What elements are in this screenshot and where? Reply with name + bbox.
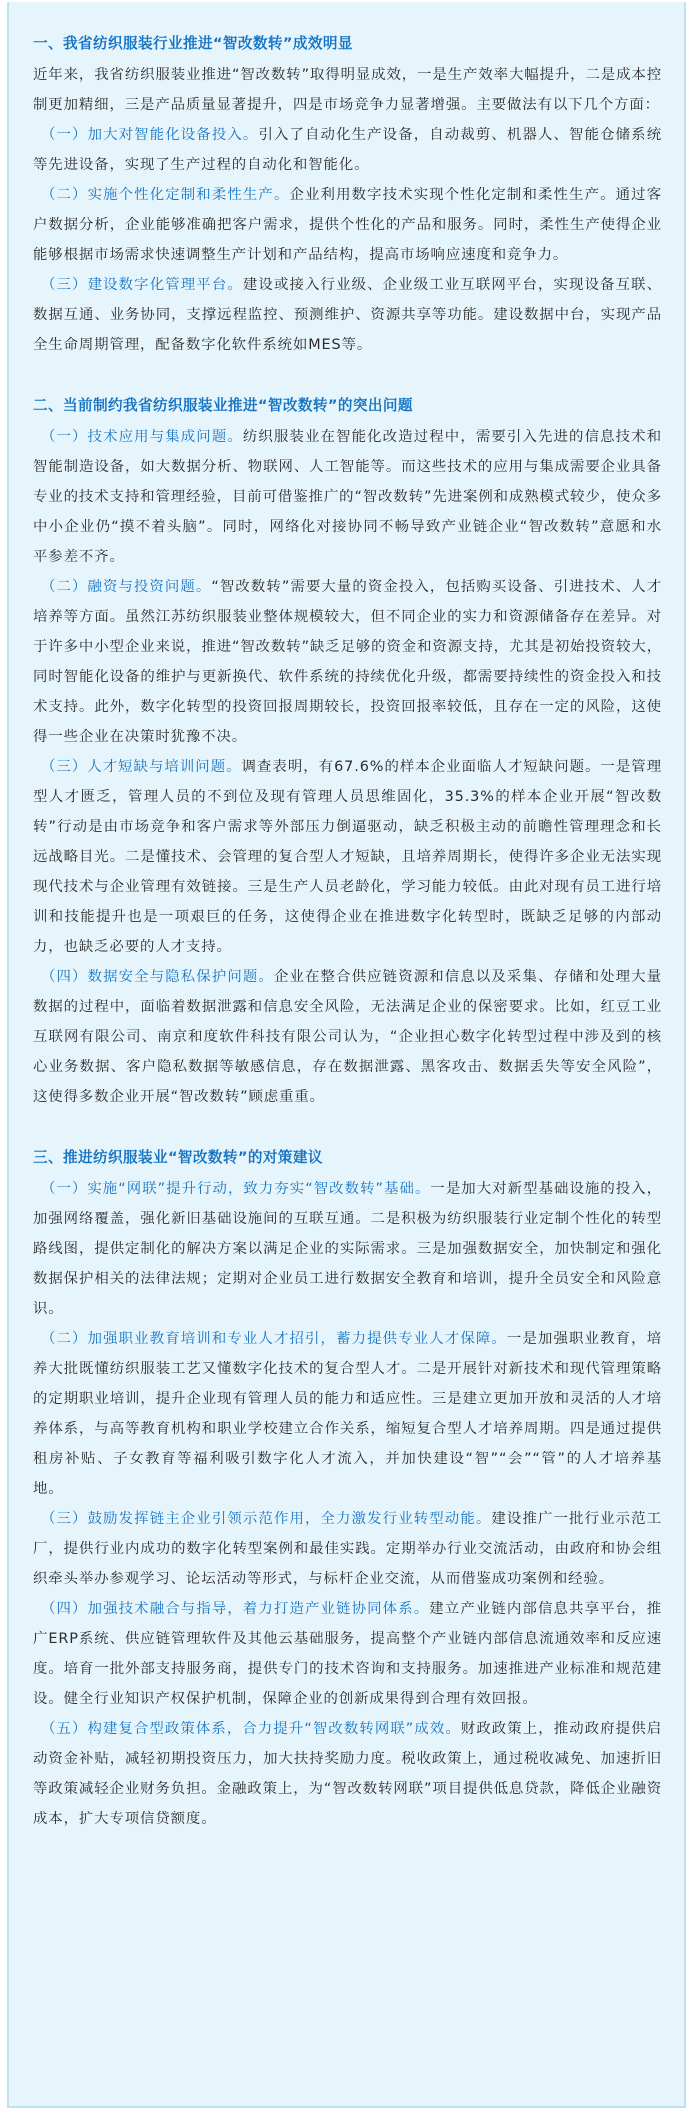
list-item (33, 180, 662, 270)
section-heading: 三、推进纺织服装业“智改数转”的对策建议 (33, 1149, 323, 1166)
item-body: “智改数转”需要大量的资金投入，包括购买设备、引进技术、人才培养等方面。虽然江苏纺织服装业整体规模较大，但不同企业的实力和资源储备存在差异。对于许多中小型企业来说，推进“智改数转”缺乏足够的资金和资源支持，尤其是初始投资较大，同时智能化设备的维护与更新换代、软件系统的持续优化升级，都需要持续性的资金投入和技术支持。此外，数字化转型的投资回报周期较长，投资回报率较低，且存在一定的风险，这使得一些企业在决策时犹豫不决。 (33, 579, 662, 745)
item-title: （三）人才短缺与培训问题。 (41, 759, 242, 775)
article-card (7, 2, 686, 2108)
item-body: 一是加强职业教育，培养大批既懂纺织服装工艺又懂数字化技术的复合型人才。二是开展针对新技术和现代管理策略的定期职业培训，提升企业现有管理人员的能力和适应性。三是建立更加开放和灵活的人才培养体系，与高等教育机构和职业学校建立合作关系，缩短复合型人才培养周期。四是通过提供租房补贴、子女教育等福利吸引数字化人才流入，并加快建设“智”“会”“管”的人才培养基地。 (33, 1331, 662, 1497)
item-body: 企业利用数字技术实现个性化定制和柔性生产。通过客户数据分析，企业能够准确把客户需求，提供个性化的产品和服务。同时，柔性生产使得企业能够根据市场需求快速调整生产计划和产品结构，提高市场响应速度和竞争力。 (33, 187, 662, 263)
section-recommendations (33, 1146, 662, 1834)
item-title: （一）实施“网联”提升行动，致力夯实“智改数转”基础。 (41, 1181, 431, 1197)
list-item (33, 752, 662, 962)
item-title: （四）加强技术融合与指导，着力打造产业链协同体系。 (41, 1601, 430, 1617)
list-item (33, 572, 662, 752)
item-body: 财政政策上，推动政府提供启动资金补贴，减轻初期投资压力，加大扶持奖励力度。税收政策上，通过税收减免、加速折旧等政策减轻企业财务负担。金融政策上，为“智改数转网联”项目提供低息贷款，降低企业融资成本，扩大专项信贷额度。 (33, 1721, 662, 1827)
section-heading: 一、我省纺织服装行业推进“智改数转”成效明显 (33, 35, 353, 52)
item-title: （五）构建复合型政策体系，合力提升“智改数转网联”成效。 (41, 1721, 461, 1737)
item-body: 纺织服装业在智能化改造过程中，需要引入先进的信息技术和智能制造设备，如大数据分析、物联网、人工智能等。而这些技术的应用与集成需要企业具备专业的技术支持和管理经验，目前可借鉴推广的“智改数转”先进案例和成熟模式较少，使众多中小企业仍“摸不着头脑”。同时，网络化对接协同不畅导致产业链企业“智改数转”意愿和水平参差不齐。 (33, 429, 662, 565)
item-body: 建设推广一批行业示范工厂，提供行业内成功的数字化转型案例和最佳实践。定期举办行业交流活动，由政府和协会组织牵头举办参观学习、论坛活动等形式，与标杆企业交流，从而借鉴成功案例和经验。 (33, 1511, 662, 1587)
section-problems (33, 394, 662, 1112)
list-item (33, 1174, 662, 1324)
item-title: （一）技术应用与集成问题。 (41, 429, 243, 445)
list-item (33, 962, 662, 1112)
item-title: （二）实施个性化定制和柔性生产。 (41, 187, 290, 203)
item-body: 建设或接入行业级、企业级工业互联网平台，实现设备互联、数据互通、业务协同，支撑远程监控、预测维护、资源共享等功能。建设数据中台，实现产品全生命周期管理，配备数字化软件系统如MES等。 (33, 277, 662, 353)
list-item (33, 1714, 662, 1834)
item-body: 引入了自动化生产设备，自动裁剪、机器人、智能仓储系统等先进设备，实现了生产过程的自动化和智能化。 (33, 127, 662, 173)
item-body: 企业在整合供应链资源和信息以及采集、存储和处理大量数据的过程中，面临着数据泄露和信息安全风险，无法满足企业的保密要求。比如，红豆工业互联网有限公司、南京和度软件科技有限公司认为，“企业担心数字化转型过程中涉及到的核心业务数据、客户隐私数据等敏感信息，存在数据泄露、黑客攻击、数据丢失等安全风险”，这使得多数企业开展“智改数转”顾虑重重。 (33, 969, 662, 1105)
list-item (33, 270, 662, 360)
item-title: （一）加大对智能化设备投入。 (41, 127, 259, 143)
section-achievements (33, 32, 662, 360)
list-item (33, 1324, 662, 1504)
item-body: 一是加大对新型基础设施的投入，加强网络覆盖，强化新旧基础设施间的互联互通。二是积极为纺织服装行业定制个性化的转型路线图，提供定制化的解决方案以满足企业的实际需求。三是加强数据安全，加快制定和强化数据保护相关的法律法规；定期对企业员工进行数据安全教育和培训，提升全员安全和风险意识。 (33, 1181, 662, 1317)
section-heading: 二、当前制约我省纺织服装业推进“智改数转”的突出问题 (33, 397, 413, 414)
item-title: （二）融资与投资问题。 (41, 579, 212, 595)
item-title: （二）加强职业教育培训和专业人才招引，蓄力提供专业人才保障。 (41, 1331, 507, 1347)
item-title: （四）数据安全与隐私保护问题。 (41, 969, 274, 985)
list-item (33, 422, 662, 572)
item-title: （三）鼓励发挥链主企业引领示范作用，全力激发行业转型动能。 (41, 1511, 492, 1527)
list-item (33, 1594, 662, 1714)
section-intro: 近年来，我省纺织服装业推进“智改数转”取得明显成效，一是生产效率大幅提升，二是成本控制更加精细，三是产品质量显著提升，四是市场竞争力显著增强。主要做法有以下几个方面： (33, 67, 662, 113)
item-body: 建立产业链内部信息共享平台，推广ERP系统、供应链管理软件及其他云基础服务，提高整个产业链内部信息流通效率和反应速度。培育一批外部支持服务商，提供专门的技术咨询和支持服务。加速推进产业标准和规范建设。健全行业知识产权保护机制，保障企业的创新成果得到合理有效回报。 (33, 1601, 662, 1707)
item-body: 调查表明，有67.6%的样本企业面临人才短缺问题。一是管理型人才匮乏，管理人员的不到位及现有管理人员思维固化，35.3%的样本企业开展“智改数转”行动是由市场竞争和客户需求等外部压力倒逼驱动，缺乏积极主动的前瞻性管理理念和长远战略目光。二是懂技术、会管理的复合型人才短缺，且培养周期长，使得许多企业无法实现现代技术与企业管理有效链接。三是生产人员老龄化，学习能力较低。由此对现有员工进行培训和技能提升也是一项艰巨的任务，这使得企业在推进数字化转型时，既缺乏足够的内部动力，也缺乏必要的人才支持。 (33, 759, 662, 955)
list-item (33, 120, 662, 180)
item-title: （三）建设数字化管理平台。 (41, 277, 243, 293)
list-item (33, 1504, 662, 1594)
